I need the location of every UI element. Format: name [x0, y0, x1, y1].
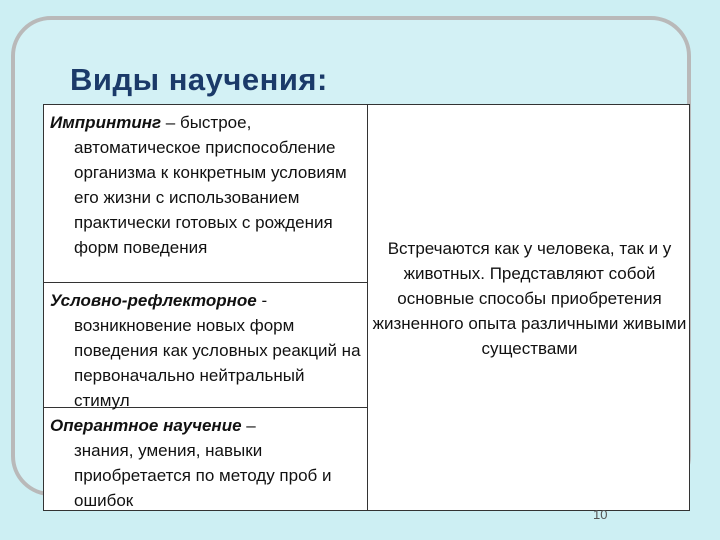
table-row-operant-learning	[44, 408, 367, 510]
definition-operant-learning: знания, умения, навыки приобретается по методу проб и ошибок	[74, 441, 332, 510]
term-imprinting-dash: – быстрое,	[161, 113, 252, 132]
term-operant-learning-dash: –	[241, 416, 256, 435]
term-conditioned-reflex-dash: -	[256, 291, 268, 310]
definition-imprinting: автоматическое приспособление организма к конкретным условиям его жизни с использованием практически готовых с рождения форм поведения	[74, 138, 347, 257]
learning-types-table	[43, 104, 690, 511]
definition-conditioned-reflex: возникновение новых форм поведения как условных реакций на первоначально нейтральный стимул	[74, 316, 361, 410]
term-conditioned-reflex: Условно-рефлекторное	[50, 291, 257, 310]
table-row-conditioned-reflex	[44, 283, 367, 408]
term-operant-learning: Оперантное научение	[50, 416, 242, 435]
term-imprinting: Импринтинг	[50, 113, 162, 132]
table-row-imprinting	[44, 105, 367, 283]
slide-title: Виды научения:	[70, 62, 328, 97]
shared-description: Встречаются как у человека, так и у животных. Представляют собой основные способы приобретения жизненного опыта различными живыми существами	[372, 239, 687, 358]
page-number: 10	[593, 507, 608, 522]
